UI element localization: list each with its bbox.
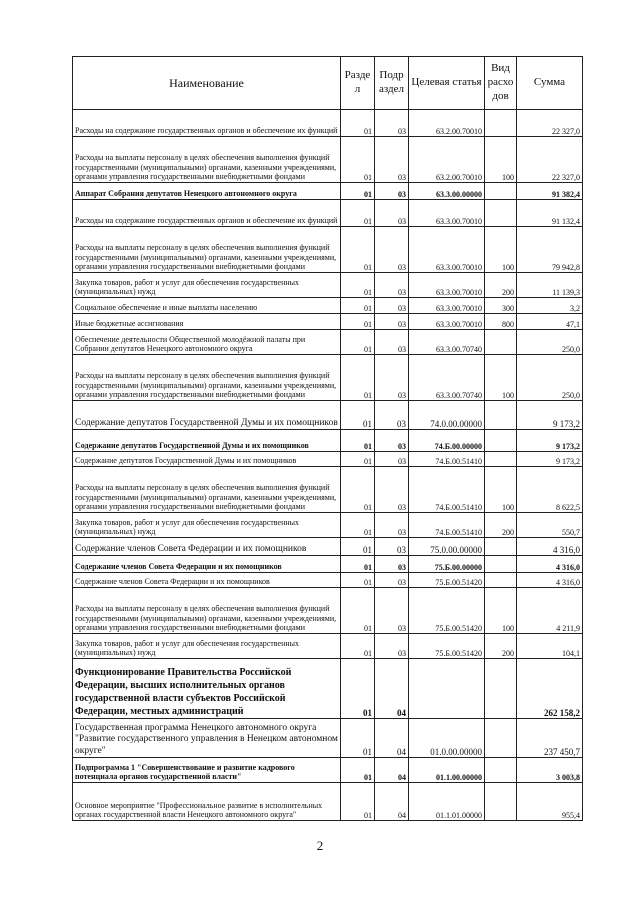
cell-name: Закупка товаров, работ и услуг для обеспечения государственных (муниципальных) нужд <box>73 634 341 659</box>
cell-section: 01 <box>341 758 375 783</box>
cell-subsection: 03 <box>375 273 409 298</box>
cell-name: Расходы на выплаты персоналу в целях обеспечения выполнения функций государственными (муниципальными) органами, казенными учреждениями, органами управления государственными внебюджетными фондами <box>73 355 341 401</box>
cell-type: 100 <box>485 355 517 401</box>
cell-article: 63.3.00.70740 <box>409 330 485 355</box>
cell-section: 01 <box>341 314 375 330</box>
table-row <box>73 355 583 401</box>
table-row <box>73 330 583 355</box>
cell-subsection: 03 <box>375 430 409 452</box>
cell-name: Подпрограмма 1 "Совершенствование и развитие кадрового потенциала органов государственной власти" <box>73 758 341 783</box>
cell-sum: 9 173,2 <box>517 452 583 467</box>
cell-name: Иные бюджетные ассигнования <box>73 314 341 330</box>
header-sum: Сумма <box>517 57 583 110</box>
table-row <box>73 401 583 430</box>
table-row <box>73 758 583 783</box>
cell-sum: 22 327,0 <box>517 110 583 137</box>
cell-section: 01 <box>341 430 375 452</box>
cell-section: 01 <box>341 227 375 273</box>
cell-section: 01 <box>341 330 375 355</box>
cell-type: 200 <box>485 634 517 659</box>
cell-subsection: 04 <box>375 719 409 758</box>
cell-article: 75.Б.00.00000 <box>409 556 485 573</box>
cell-subsection: 03 <box>375 634 409 659</box>
cell-type: 100 <box>485 137 517 183</box>
cell-section: 01 <box>341 355 375 401</box>
header-expense-type: Вид расхо дов <box>485 57 517 110</box>
cell-subsection: 03 <box>375 183 409 200</box>
cell-name: Расходы на содержание государственных органов и обеспечение их функций <box>73 110 341 137</box>
cell-article: 63.3.00.70010 <box>409 227 485 273</box>
cell-name: Социальное обеспечение и иные выплаты населению <box>73 298 341 314</box>
cell-type <box>485 183 517 200</box>
cell-sum: 250,0 <box>517 355 583 401</box>
cell-article: 74.Б.00.51410 <box>409 513 485 538</box>
cell-section: 01 <box>341 588 375 634</box>
table-row <box>73 573 583 588</box>
header-row <box>73 57 583 110</box>
cell-article: 63.3.00.70010 <box>409 273 485 298</box>
cell-section: 01 <box>341 200 375 227</box>
cell-article: 63.2.00.70010 <box>409 137 485 183</box>
cell-type <box>485 110 517 137</box>
cell-section: 01 <box>341 137 375 183</box>
page-number: 2 <box>316 838 324 853</box>
cell-article: 74.Б.00.51410 <box>409 452 485 467</box>
cell-type <box>485 783 517 821</box>
cell-sum: 8 622,5 <box>517 467 583 513</box>
cell-sum: 237 450,7 <box>517 719 583 758</box>
table-row <box>73 588 583 634</box>
cell-subsection: 03 <box>375 538 409 556</box>
cell-name: Аппарат Собрания депутатов Ненецкого автономного округа <box>73 183 341 200</box>
cell-type <box>485 452 517 467</box>
cell-name: Функционирование Правительства Российской Федерации, высших исполнительных органов государственной власти субъектов Российской Федерации, местных администраций <box>73 659 341 719</box>
cell-sum: 47,1 <box>517 314 583 330</box>
table-row <box>73 273 583 298</box>
cell-type <box>485 659 517 719</box>
cell-section: 01 <box>341 298 375 314</box>
cell-subsection: 03 <box>375 137 409 183</box>
cell-subsection: 03 <box>375 200 409 227</box>
table-row <box>73 183 583 200</box>
cell-article: 01.0.00.00000 <box>409 719 485 758</box>
cell-name: Государственная программа Ненецкого автономного округа "Развитие государственного управления в Ненецком автономном округе" <box>73 719 341 758</box>
cell-type <box>485 719 517 758</box>
cell-name: Обеспечение деятельности Общественной молодёжной палаты при Собрании депутатов Ненецкого автономного округа <box>73 330 341 355</box>
cell-subsection: 03 <box>375 298 409 314</box>
cell-sum: 79 942,8 <box>517 227 583 273</box>
cell-article: 01.1.00.00000 <box>409 758 485 783</box>
table-row <box>73 452 583 467</box>
cell-type <box>485 200 517 227</box>
cell-subsection: 03 <box>375 110 409 137</box>
cell-type <box>485 330 517 355</box>
cell-type: 200 <box>485 273 517 298</box>
cell-section: 01 <box>341 401 375 430</box>
cell-sum: 9 173,2 <box>517 430 583 452</box>
cell-type: 100 <box>485 588 517 634</box>
cell-section: 01 <box>341 110 375 137</box>
cell-sum: 9 173,2 <box>517 401 583 430</box>
header-section: Разде л <box>341 57 375 110</box>
cell-sum: 3,2 <box>517 298 583 314</box>
cell-subsection: 03 <box>375 467 409 513</box>
table-row <box>73 634 583 659</box>
cell-name: Расходы на выплаты персоналу в целях обеспечения выполнения функций государственными (муниципальными) органами, казенными учреждениями, органами управления государственными внебюджетными фондами <box>73 467 341 513</box>
cell-name: Содержание членов Совета Федерации и их помощников <box>73 556 341 573</box>
cell-name: Содержание депутатов Государственной Думы и их помощников <box>73 401 341 430</box>
cell-article: 63.3.00.70010 <box>409 298 485 314</box>
cell-type: 800 <box>485 314 517 330</box>
cell-subsection: 03 <box>375 330 409 355</box>
table-row <box>73 467 583 513</box>
cell-subsection: 03 <box>375 452 409 467</box>
cell-type: 100 <box>485 467 517 513</box>
cell-name: Расходы на выплаты персоналу в целях обеспечения выполнения функций государственными (муниципальными) органами, казенными учреждениями, органами управления государственными внебюджетными фондами <box>73 227 341 273</box>
cell-section: 01 <box>341 573 375 588</box>
cell-name: Расходы на выплаты персоналу в целях обеспечения выполнения функций государственными (муниципальными) органами, казенными учреждениями, органами управления государственными внебюджетными фондами <box>73 588 341 634</box>
header-target-article: Целевая статья <box>409 57 485 110</box>
cell-section: 01 <box>341 556 375 573</box>
cell-subsection: 03 <box>375 401 409 430</box>
cell-subsection: 03 <box>375 556 409 573</box>
cell-type: 300 <box>485 298 517 314</box>
cell-article: 63.3.00.70740 <box>409 355 485 401</box>
cell-sum: 955,4 <box>517 783 583 821</box>
cell-section: 01 <box>341 634 375 659</box>
cell-name: Расходы на содержание государственных органов и обеспечение их функций <box>73 200 341 227</box>
cell-name: Расходы на выплаты персоналу в целях обеспечения выполнения функций государственными (муниципальными) органами, казенными учреждениями, органами управления государственными внебюджетными фондами <box>73 137 341 183</box>
table-row <box>73 110 583 137</box>
cell-subsection: 03 <box>375 355 409 401</box>
cell-article: 74.Б.00.51410 <box>409 467 485 513</box>
cell-type: 100 <box>485 227 517 273</box>
cell-subsection: 03 <box>375 227 409 273</box>
cell-sum: 11 139,3 <box>517 273 583 298</box>
cell-sum: 4 316,0 <box>517 538 583 556</box>
cell-type <box>485 401 517 430</box>
cell-name: Содержание депутатов Государственной Думы и их помощников <box>73 452 341 467</box>
cell-article: 74.0.00.00000 <box>409 401 485 430</box>
cell-article: 01.1.01.00000 <box>409 783 485 821</box>
cell-name: Содержание членов Совета Федерации и их помощников <box>73 538 341 556</box>
cell-section: 01 <box>341 538 375 556</box>
cell-subsection: 03 <box>375 314 409 330</box>
table-row <box>73 719 583 758</box>
budget-table <box>72 56 583 821</box>
cell-article: 75.0.00.00000 <box>409 538 485 556</box>
cell-subsection: 04 <box>375 659 409 719</box>
cell-sum: 262 158,2 <box>517 659 583 719</box>
table-row <box>73 298 583 314</box>
cell-name: Содержание депутатов Государственной Думы и их помощников <box>73 430 341 452</box>
cell-type <box>485 556 517 573</box>
table-row <box>73 513 583 538</box>
header-name: Наименование <box>73 57 341 110</box>
table-row <box>73 137 583 183</box>
cell-sum: 3 003,8 <box>517 758 583 783</box>
cell-section: 01 <box>341 783 375 821</box>
cell-article: 63.3.00.00000 <box>409 183 485 200</box>
cell-subsection: 04 <box>375 758 409 783</box>
cell-article: 63.2.00.70010 <box>409 110 485 137</box>
cell-section: 01 <box>341 452 375 467</box>
cell-section: 01 <box>341 513 375 538</box>
cell-article <box>409 659 485 719</box>
cell-sum: 4 316,0 <box>517 573 583 588</box>
cell-section: 01 <box>341 273 375 298</box>
cell-sum: 104,1 <box>517 634 583 659</box>
cell-name: Содержание членов Совета Федерации и их помощников <box>73 573 341 588</box>
cell-section: 01 <box>341 183 375 200</box>
cell-type <box>485 538 517 556</box>
cell-type: 200 <box>485 513 517 538</box>
table-row <box>73 314 583 330</box>
cell-sum: 250,0 <box>517 330 583 355</box>
cell-sum: 91 382,4 <box>517 183 583 200</box>
cell-article: 63.3.00.70010 <box>409 314 485 330</box>
cell-type <box>485 430 517 452</box>
cell-sum: 550,7 <box>517 513 583 538</box>
cell-article: 75.Б.00.51420 <box>409 588 485 634</box>
cell-subsection: 04 <box>375 783 409 821</box>
cell-name: Основное мероприятие "Профессиональное развитие в исполнительных органах государственной власти Ненецкого автономного округа" <box>73 783 341 821</box>
cell-sum: 91 132,4 <box>517 200 583 227</box>
table-row <box>73 430 583 452</box>
header-subsection: Подр аздел <box>375 57 409 110</box>
cell-sum: 4 211,9 <box>517 588 583 634</box>
cell-type <box>485 573 517 588</box>
cell-subsection: 03 <box>375 513 409 538</box>
table-row <box>73 783 583 821</box>
cell-article: 75.Б.00.51420 <box>409 573 485 588</box>
cell-name: Закупка товаров, работ и услуг для обеспечения государственных (муниципальных) нужд <box>73 513 341 538</box>
table-row <box>73 556 583 573</box>
cell-sum: 4 316,0 <box>517 556 583 573</box>
cell-article: 75.Б.00.51420 <box>409 634 485 659</box>
cell-subsection: 03 <box>375 573 409 588</box>
table-row <box>73 538 583 556</box>
cell-article: 74.Б.00.00000 <box>409 430 485 452</box>
cell-article: 63.3.00.70010 <box>409 200 485 227</box>
table-row <box>73 659 583 719</box>
table-row <box>73 200 583 227</box>
table-row <box>73 227 583 273</box>
cell-section: 01 <box>341 719 375 758</box>
cell-section: 01 <box>341 467 375 513</box>
cell-subsection: 03 <box>375 588 409 634</box>
cell-name: Закупка товаров, работ и услуг для обеспечения государственных (муниципальных) нужд <box>73 273 341 298</box>
cell-sum: 22 327,0 <box>517 137 583 183</box>
cell-section: 01 <box>341 659 375 719</box>
cell-type <box>485 758 517 783</box>
